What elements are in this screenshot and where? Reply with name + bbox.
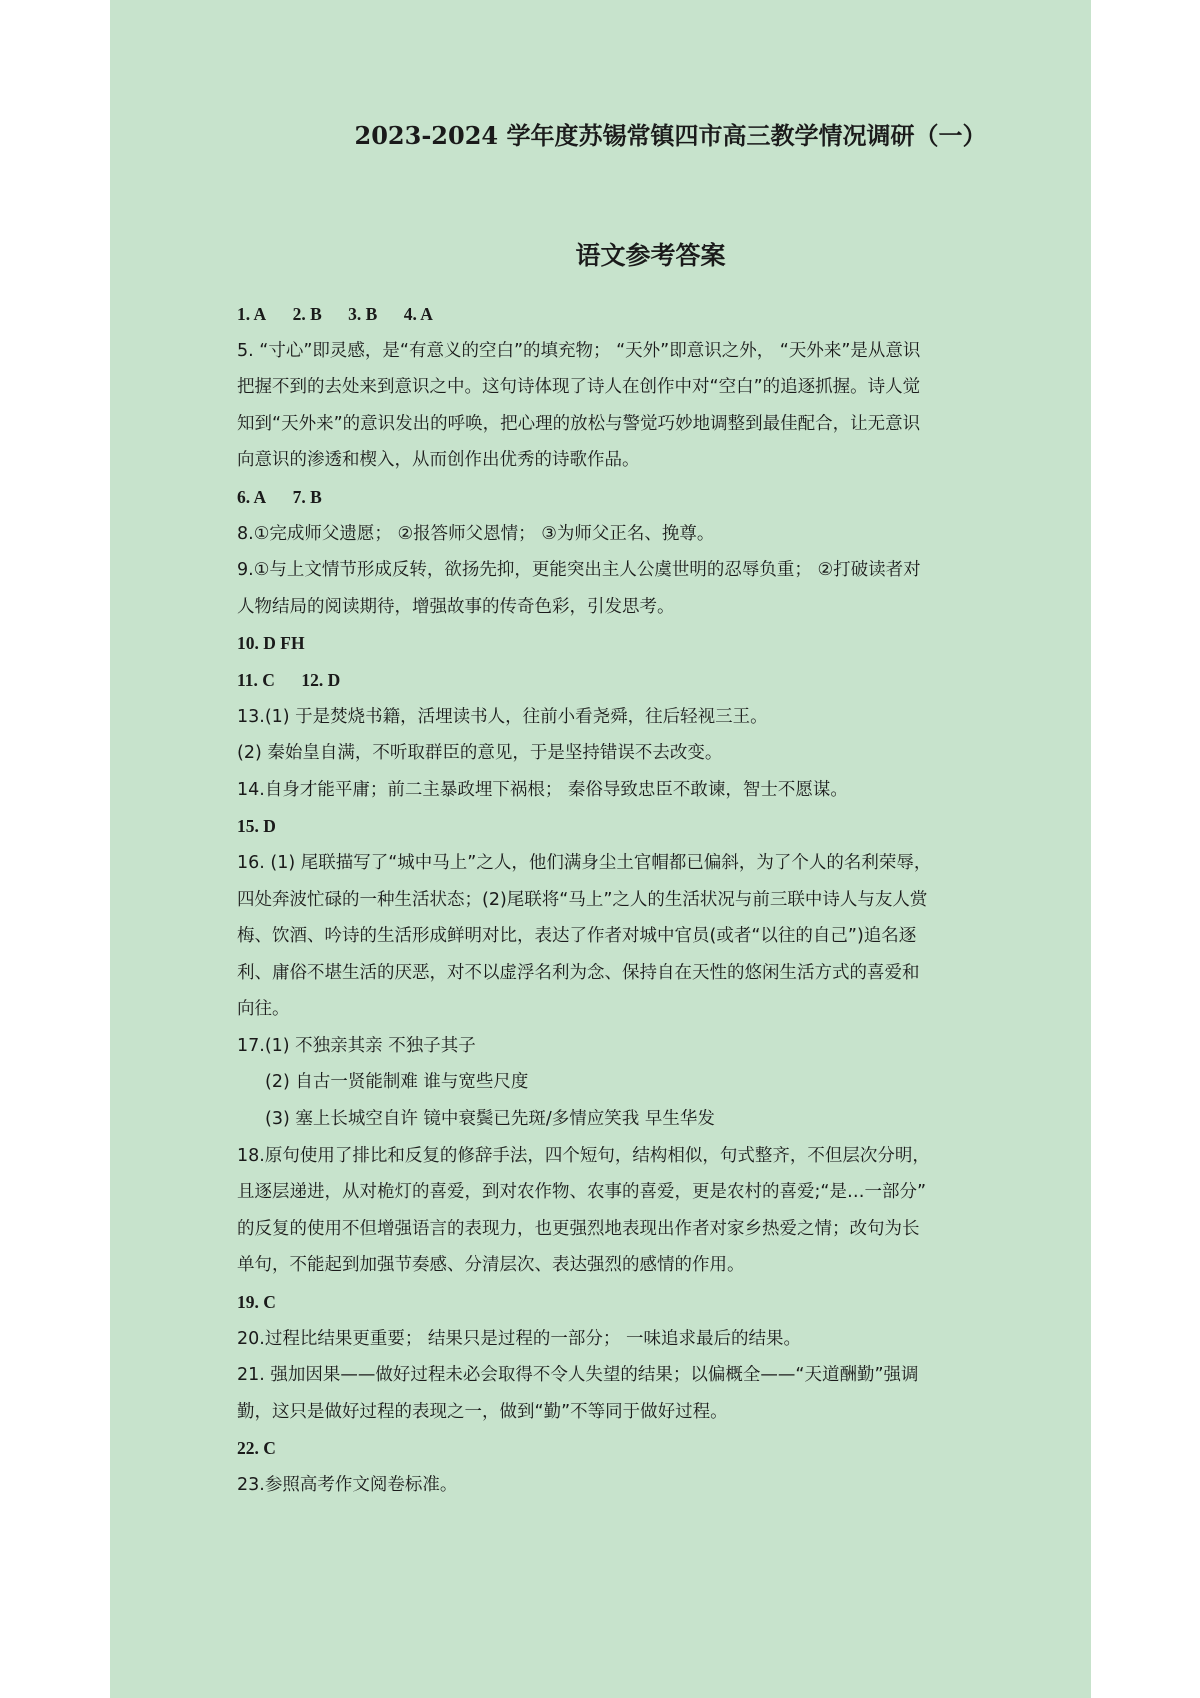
- answer-q18-line: 单句，不能起到加强节奏感、分清层次、表达强烈的感情的作用。: [237, 1255, 745, 1276]
- answer-q5-line: 把握不到的去处来到意识之中。这句诗体现了诗人在创作中对“空白”的追逐抓握。诗人觉: [237, 377, 921, 398]
- answer-item: 1. A: [237, 304, 267, 324]
- answer-item: 6. A: [237, 486, 267, 507]
- answer-list: [237, 296, 975, 1504]
- answer-q9-line: 人物结局的阅读期待，增强故事的传奇色彩，引发思考。: [237, 596, 675, 617]
- answer-q21-line: 勤，这只是做好过程的表现之一，做到“勤”不等同于做好过程。: [237, 1401, 728, 1422]
- answer-q6-7: [237, 479, 975, 516]
- answer-q18-line: 18.原句使用了排比和反复的修辞手法，四个短句，结构相似，句式整齐，不但层次分明，: [237, 1145, 930, 1166]
- answer-q19: 19. C: [237, 1292, 276, 1313]
- answer-q17-line: (2) 自古一贤能制难 谁与宽些尺度: [265, 1072, 529, 1093]
- answer-q22: 22. C: [237, 1438, 276, 1459]
- answer-q5-line: 向意识的渗透和楔入，从而创作出优秀的诗歌作品。: [237, 450, 640, 471]
- answer-item: 12. D: [301, 669, 341, 690]
- answer-q18-line: 的反复的使用不但增强语言的表现力，也更强烈地表现出作者对家乡热爱之情；改句为长: [237, 1218, 920, 1239]
- answer-q17-line: (3) 塞上长城空自许 镜中衰鬓已先斑/多情应笑我 早生华发: [265, 1109, 715, 1130]
- answer-q5-line: 5. “寸心”即灵感，是“有意义的空白”的填充物； “天外”即意识之外， “天外来”是从意识: [237, 340, 921, 361]
- answer-q17-line: 17.(1) 不独亲其亲 不独子其子: [237, 1035, 476, 1056]
- answer-q10: 10. D FH: [237, 633, 305, 654]
- answer-q18-line: 且逐层递进，从对桅灯的喜爱，到对农作物、农事的喜爱，更是农村的喜爱;“是…一部分”: [237, 1182, 927, 1203]
- answer-q15: 15. D: [237, 816, 276, 837]
- answer-item: 11. C: [237, 669, 275, 690]
- answer-item: 3. B: [348, 304, 378, 324]
- answer-q16-line: 16. (1) 尾联描写了“城中马上”之人，他们满身尘土官帽都已偏斜，为了个人的名利荣辱，: [237, 852, 932, 873]
- answer-q8: 8.①完成师父遗愿； ②报答师父恩情； ③为师父正名、挽尊。: [237, 523, 715, 544]
- answer-q16-line: 向往。: [237, 999, 290, 1020]
- answer-q21-line: 21. 强加因果——做好过程未必会取得不令人失望的结果；以偏概全——“天道酬勤”强调: [237, 1365, 919, 1386]
- answer-q14: 14.自身才能平庸；前二主暴政埋下祸根； 秦俗导致忠臣不敢谏，智士不愿谋。: [237, 779, 848, 800]
- answer-q23: 23.参照高考作文阅卷标准。: [237, 1475, 458, 1495]
- page-subtitle: 语文参考答案: [575, 241, 726, 270]
- answer-q11-12: [237, 662, 975, 699]
- answer-item: 4. A: [403, 304, 433, 324]
- answer-q5-line: 知到“天外来”的意识发出的呼唤，把心理的放松与警觉巧妙地调整到最佳配合，让无意识: [237, 413, 921, 434]
- answer-q13-line: (2) 秦始皇自满，不听取群臣的意见，于是坚持错误不去改变。: [237, 743, 723, 764]
- answer-q9-line: 9.①与上文情节形成反转，欲扬先抑，更能突出主人公虞世明的忍辱负重； ②打破读者对: [237, 560, 921, 581]
- answer-q16-line: 利、庸俗不堪生活的厌恶，对不以虚浮名利为念、保持自在天性的悠闲生活方式的喜爱和: [237, 962, 920, 983]
- answer-item: 2. B: [292, 304, 322, 324]
- answer-q16-line: 梅、饮酒、吟诗的生活形成鲜明对比，表达了作者对城中官员(或者“以往的自己”)追名逐: [237, 926, 917, 947]
- page-title: 2023-2024 学年度苏锡常镇四市高三教学情况调研（一）: [354, 121, 987, 150]
- answer-q16-line: 四处奔波忙碌的一种生活状态；(2)尾联将“马上”之人的生活状况与前三联中诗人与友人赏: [237, 889, 928, 910]
- answer-sheet-page: [110, 0, 1091, 1698]
- answer-q1-4: [237, 296, 975, 333]
- answer-item: 7. B: [292, 486, 322, 507]
- answer-q20: 20.过程比结果更重要； 结果只是过程的一部分； 一味追求最后的结果。: [237, 1328, 801, 1349]
- answer-q13-line: 13.(1) 于是焚烧书籍，活埋读书人，往前小看尧舜，往后轻视三王。: [237, 706, 768, 727]
